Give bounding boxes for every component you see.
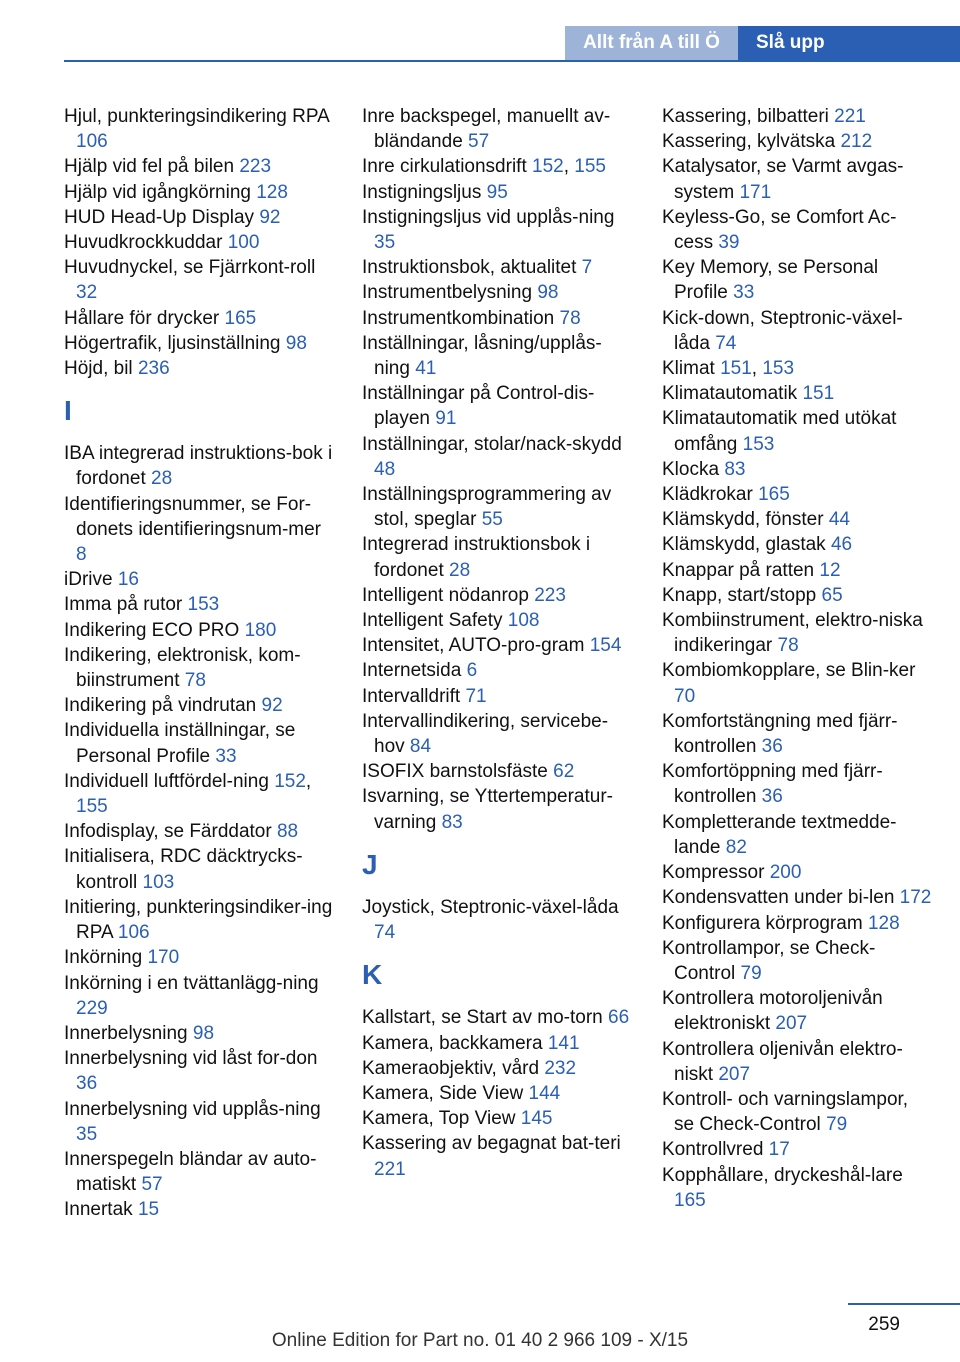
index-entry: [64, 643, 336, 693]
index-term: Hjälp vid fel på bilen: [64, 156, 235, 178]
index-term: Klädkrokar: [662, 484, 753, 506]
index-entry: [64, 331, 336, 356]
index-term: HUD Head-Up Display: [64, 206, 255, 228]
index-entry: [64, 945, 336, 970]
index-entry: [64, 1147, 336, 1197]
index-entry: [64, 1021, 336, 1046]
index-entry: [662, 457, 932, 482]
page-link[interactable]: 78: [184, 670, 206, 692]
index-entry: [662, 306, 932, 356]
index-term: Instrumentkombination: [362, 307, 555, 329]
index-term: Huvudnyckel, se Fjärrkont-roll: [64, 257, 316, 279]
index-term: Kassering av begagnat bat-teri: [362, 1133, 621, 1155]
index-term: Knappar på ratten: [662, 559, 815, 581]
index-term: Kameraobjektiv, vård: [362, 1057, 540, 1079]
page-link[interactable]: 153: [762, 358, 795, 380]
index-term: Indikering, elektronisk, kom-biinstrument: [64, 644, 301, 692]
page-link[interactable]: 207: [775, 1013, 808, 1035]
index-entry: [362, 633, 634, 658]
page-link[interactable]: 46: [830, 534, 853, 556]
index-entry: [64, 592, 336, 617]
index-entry: [662, 406, 932, 456]
index-entry: [662, 911, 932, 936]
page-link[interactable]: 36: [761, 786, 783, 808]
index-term: Individuella inställningar, se Personal Profile: [64, 720, 296, 767]
index-term: Knapp, start/stopp: [662, 584, 817, 606]
index-term: Individuell luftfördel-ning: [64, 770, 269, 792]
page-link[interactable]: 100: [227, 232, 260, 254]
page-link[interactable]: 91: [435, 408, 457, 430]
index-term: Kamera, Top View: [362, 1108, 516, 1130]
index-letter-heading: K: [362, 959, 383, 991]
index-term: Innertak: [64, 1199, 133, 1221]
page-link[interactable]: 36: [761, 736, 783, 758]
index-term: Kompressor: [662, 862, 765, 884]
page-link[interactable]: 8: [76, 544, 87, 566]
page-link[interactable]: 88: [276, 821, 299, 843]
index-entry: [64, 718, 336, 768]
index-term: Innerbelysning vid upplås-ning: [64, 1098, 321, 1120]
page-link[interactable]: 7: [581, 257, 593, 279]
page-link[interactable]: 108: [507, 610, 540, 632]
page-link[interactable]: 6: [466, 660, 478, 682]
index-entry: [362, 684, 634, 709]
index-entry: [362, 1106, 634, 1131]
index-term: Klimat: [662, 358, 715, 380]
index-entry: [662, 154, 932, 204]
page-link[interactable]: 57: [141, 1174, 163, 1196]
page-link[interactable]: 152: [274, 770, 306, 792]
index-entry: [662, 255, 932, 305]
edition-footer: Online Edition for Part no. 01 40 2 966 109 - X/15: [271, 1330, 689, 1351]
index-entry: [662, 129, 932, 154]
page-link[interactable]: 165: [674, 1189, 706, 1211]
index-term: Kassering, kylvätska: [662, 131, 836, 153]
page-link[interactable]: 78: [559, 307, 581, 329]
page-link[interactable]: 82: [725, 836, 747, 858]
index-entry: [662, 860, 932, 885]
index-term: Kamera, backkamera: [362, 1032, 543, 1054]
index-entry: [662, 1087, 932, 1137]
index-term: Kontrollera motoroljenivån elektroniskt: [662, 988, 883, 1035]
page-link[interactable]: 141: [547, 1032, 580, 1054]
page-link[interactable]: 74: [715, 332, 737, 354]
index-term: Innerbelysning: [64, 1022, 188, 1044]
page-link[interactable]: 98: [537, 282, 559, 304]
index-entry: [662, 507, 932, 532]
page-link[interactable]: 172: [899, 887, 932, 909]
index-term: Hjul, punkteringsindikering RPA: [64, 106, 329, 127]
index-term: Inkörning i en tvättanlägg-ning: [64, 972, 319, 994]
page-link[interactable]: 17: [768, 1139, 790, 1161]
tab-a-to-o[interactable]: Allt från A till Ö: [565, 26, 738, 60]
index-entry: [362, 1131, 634, 1181]
index-entry: [662, 1137, 932, 1162]
page-link[interactable]: 223: [239, 156, 272, 178]
page-link[interactable]: 74: [374, 922, 396, 944]
page-number: 259: [868, 1314, 900, 1335]
index-entry: [662, 709, 932, 759]
page-link[interactable]: 229: [76, 997, 108, 1019]
index-term: Kassering, bilbatteri: [662, 106, 829, 127]
page-link[interactable]: 44: [828, 509, 850, 531]
page-link[interactable]: 212: [840, 131, 873, 153]
page-link[interactable]: 236: [137, 358, 170, 380]
page-link[interactable]: 66: [608, 1007, 630, 1029]
index-entry: [662, 104, 932, 129]
index-entry: [362, 331, 634, 381]
page-link[interactable]: 232: [544, 1057, 577, 1079]
index-column-1: [64, 104, 336, 1223]
page-link[interactable]: 106: [117, 922, 150, 944]
index-entry: [362, 1056, 634, 1081]
header-divider: [64, 60, 960, 62]
index-entry: [64, 693, 336, 718]
index-term: Hållare för drycker: [64, 307, 220, 329]
index-entry: [64, 104, 336, 154]
page-link[interactable]: 221: [374, 1158, 406, 1180]
index-term: Keyless-Go, se Comfort Ac-cess: [662, 206, 897, 254]
index-entry: [362, 1081, 634, 1106]
page-link[interactable]: 84: [409, 736, 432, 758]
index-column-3: [662, 104, 932, 1213]
index-term: Instigningsljus: [362, 181, 482, 203]
index-entry: [662, 482, 932, 507]
page-link[interactable]: 83: [441, 811, 463, 833]
index-term: Indikering på vindrutan: [64, 695, 257, 717]
index-entry: [362, 608, 634, 633]
page-link[interactable]: 152: [532, 156, 564, 178]
index-entry: [662, 205, 932, 255]
index-entry: [362, 784, 634, 834]
page-link[interactable]: 70: [674, 685, 696, 707]
index-entry: [362, 432, 634, 482]
index-entry: [362, 759, 634, 784]
index-entry: [64, 492, 336, 568]
page-link[interactable]: 15: [137, 1199, 160, 1221]
index-term: Instruktionsbok, aktualitet: [362, 257, 577, 279]
index-term: Konfigurera körprogram: [662, 912, 863, 934]
index-entry: [662, 936, 932, 986]
index-entry: [64, 180, 336, 205]
index-term: Infodisplay, se Färddator: [64, 821, 272, 843]
index-term: Hjälp vid igångkörning: [64, 181, 251, 203]
page-link[interactable]: 106: [76, 131, 108, 153]
index-term: Internetsida: [362, 660, 462, 682]
index-term: Inställningsprogrammering av stol, speglar: [362, 484, 612, 531]
index-entry: [362, 180, 634, 205]
index-term: Imma på rutor: [64, 594, 183, 616]
index-term: Klimatautomatik med utökat omfång: [662, 408, 897, 455]
index-entry: [362, 255, 634, 280]
index-term: Kick-down, Steptronic-växel-låda: [662, 307, 903, 354]
page-link[interactable]: 128: [256, 181, 288, 203]
index-term: Kontrollera oljenivån elektro-niskt: [662, 1038, 903, 1085]
index-column-2: [362, 104, 634, 1182]
index-term: Klocka: [662, 458, 720, 480]
index-term: Identifieringsnummer, se For-donets identifieringsnum-mer: [64, 493, 322, 540]
index-term: Intensitet, AUTO-pro-gram: [362, 635, 585, 657]
index-entry: [64, 306, 336, 331]
index-entry: [362, 1005, 634, 1030]
page-link[interactable]: 33: [215, 745, 237, 767]
index-term: Huvudkrockkuddar: [64, 232, 223, 254]
index-term: Initialisera, RDC däcktrycks-kontroll: [64, 846, 303, 893]
index-entry: [64, 971, 336, 1021]
page-link[interactable]: 92: [259, 206, 281, 228]
page-link[interactable]: 154: [589, 635, 622, 657]
page-link[interactable]: 207: [718, 1063, 751, 1085]
page-link[interactable]: 83: [724, 458, 746, 480]
index-term: Innerspegeln bländar av auto-matiskt: [64, 1148, 317, 1196]
page-link[interactable]: 33: [733, 282, 755, 304]
index-term: Klämskydd, glastak: [662, 534, 826, 556]
index-term: Inre backspegel, manuellt av-bländande: [362, 106, 611, 153]
index-term: Instrumentbelysning: [362, 282, 533, 304]
index-term: iDrive: [64, 569, 113, 591]
index-term: Intervalldrift: [362, 685, 461, 707]
index-entry: [64, 618, 336, 643]
page-link[interactable]: 128: [867, 912, 900, 934]
page-link[interactable]: 65: [821, 584, 843, 606]
index-term: Kontroll- och varningslampor, se Check-Control: [662, 1088, 909, 1136]
index-entry: [362, 381, 634, 431]
page-link[interactable]: 153: [742, 433, 775, 455]
page-link[interactable]: 145: [520, 1108, 553, 1130]
index-term: ISOFIX barnstolsfäste: [362, 761, 548, 783]
index-entry: [662, 1037, 932, 1087]
page-link[interactable]: 151: [720, 358, 752, 380]
index-term: Initiering, punkteringsindiker-ing RPA: [64, 896, 333, 944]
index-term: Joystick, Steptronic-växel-låda: [362, 896, 619, 918]
page-link[interactable]: 180: [244, 619, 277, 641]
page-link[interactable]: 35: [374, 232, 396, 254]
index-term: Kondensvatten under bi-len: [662, 887, 895, 909]
page-link[interactable]: 55: [481, 509, 503, 531]
page-link[interactable]: 71: [465, 685, 487, 707]
index-term: Kombiinstrument, elektro-niska indikeringar: [662, 610, 923, 657]
index-entry: [64, 230, 336, 255]
page-link[interactable]: 57: [468, 131, 490, 153]
page-link[interactable]: 41: [415, 358, 437, 380]
page-link[interactable]: 36: [76, 1073, 98, 1095]
page-link[interactable]: 12: [819, 559, 841, 581]
index-entry: [662, 986, 932, 1036]
index-entry: [64, 1197, 336, 1222]
index-term: Indikering ECO PRO: [64, 619, 240, 641]
index-term: Kallstart, se Start av mo-torn: [362, 1007, 603, 1029]
index-entry: [662, 810, 932, 860]
index-term: Kombiomkopplare, se Blin-ker: [662, 660, 916, 682]
index-entry: [662, 583, 932, 608]
page-link[interactable]: 32: [76, 282, 98, 304]
index-letter-heading: I: [64, 395, 72, 427]
tab-look-up[interactable]: Slå upp: [738, 26, 960, 60]
page-link[interactable]: 170: [147, 947, 180, 969]
index-term: Innerbelysning vid låst for-don: [64, 1048, 318, 1070]
index-entry: [362, 482, 634, 532]
index-term: Komfortstängning med fjärr-kontrollen: [662, 710, 898, 758]
index-term: Inre cirkulationsdrift: [362, 156, 527, 178]
index-entry: [64, 1046, 336, 1096]
index-entry: [362, 280, 634, 305]
index-entry: [64, 441, 336, 491]
page-link[interactable]: 78: [777, 635, 799, 657]
index-term: Kontrollvred: [662, 1139, 764, 1161]
index-entry: [362, 532, 634, 582]
index-term: Intelligent nödanrop: [362, 584, 529, 606]
index-entry: [64, 154, 336, 179]
index-entry: [362, 205, 634, 255]
index-term: Klimatautomatik: [662, 383, 798, 405]
page-link[interactable]: 155: [76, 796, 108, 818]
index-entry: [362, 104, 634, 154]
index-entry: Klimat 151, 153: [662, 358, 795, 380]
index-term: Komfortöppning med fjärr-kontrollen: [662, 761, 883, 808]
page-link[interactable]: 223: [534, 584, 566, 606]
page-link[interactable]: 16: [117, 569, 139, 591]
index-term: Inkörning: [64, 947, 143, 969]
index-term: Klämskydd, fönster: [662, 509, 824, 531]
page-link[interactable]: 221: [834, 106, 866, 127]
page-link[interactable]: 79: [740, 962, 762, 984]
page-link[interactable]: 95: [486, 181, 508, 203]
index-entry: [64, 205, 336, 230]
page-link[interactable]: 153: [187, 594, 220, 616]
index-term: Katalysator, se Varmt avgas-system: [662, 156, 904, 203]
index-entry: [64, 819, 336, 844]
index-entry: [362, 306, 634, 331]
index-term: Intervallindikering, servicebe-hov: [362, 710, 609, 758]
page-link[interactable]: 92: [261, 695, 283, 717]
index-term: Integrerad instruktionsbok i fordonet: [362, 534, 591, 581]
page-link[interactable]: 48: [374, 458, 396, 480]
index-entry: [662, 885, 932, 910]
index-entry: [64, 356, 336, 381]
index-entry: [662, 381, 932, 406]
page-header: [0, 0, 960, 62]
index-term: Kamera, Side View: [362, 1082, 524, 1104]
index-entry: [64, 255, 336, 305]
index-entry: [64, 844, 336, 894]
page-link[interactable]: 28: [449, 559, 471, 581]
index-entry: [662, 532, 932, 557]
page-link[interactable]: 200: [769, 862, 802, 884]
page-link[interactable]: 35: [76, 1123, 98, 1145]
index-term: Inställningar, låsning/upplås-ning: [362, 332, 602, 380]
index-term: Inställningar på Control-dis-playen: [362, 383, 595, 430]
index-entry: [662, 558, 932, 583]
page-link[interactable]: 98: [192, 1022, 215, 1044]
index-term: Höjd, bil: [64, 358, 133, 380]
index-entry: [64, 567, 336, 592]
index-term: Högertrafik, ljusinställning: [64, 332, 281, 354]
index-term: Isvarning, se Yttertemperatur-varning: [362, 786, 613, 833]
index-term: Intelligent Safety: [362, 610, 503, 632]
page-link[interactable]: 165: [758, 484, 790, 506]
index-entry: [362, 658, 634, 683]
index-entry: [662, 759, 932, 809]
index-term: IBA integrerad instruktions-bok i fordonet: [64, 443, 333, 490]
index-term: Inställningar, stolar/nack-skydd: [362, 433, 622, 455]
page-link[interactable]: 79: [826, 1114, 848, 1136]
index-entry: [362, 583, 634, 608]
page-link[interactable]: 171: [739, 181, 772, 203]
index-entry: [362, 709, 634, 759]
index-entry: [64, 1097, 336, 1147]
page-link[interactable]: 144: [528, 1082, 561, 1104]
index-entry: [362, 1031, 634, 1056]
page-link[interactable]: 28: [151, 468, 173, 490]
page-link[interactable]: 165: [224, 307, 257, 329]
index-letter-heading: J: [362, 848, 378, 880]
index-entry: Inre cirkulationsdrift 152, 155: [362, 156, 606, 178]
index-entry: [362, 895, 634, 945]
index-term: Instigningsljus vid upplås-ning: [362, 206, 615, 228]
index-term: Kopphållare, dryckeshål-lare: [662, 1164, 903, 1186]
page-link[interactable]: 155: [574, 156, 606, 178]
index-entry: Individuell luftfördel-ning 152, 155: [64, 770, 312, 818]
page-link[interactable]: 103: [142, 871, 175, 893]
index-term: Kompletterande textmedde-lande: [662, 811, 897, 858]
footer-divider: [848, 1303, 960, 1305]
page-link[interactable]: 39: [718, 232, 740, 254]
index-term: Key Memory, se Personal Profile: [662, 257, 879, 304]
index-entry: [662, 658, 932, 708]
page-link[interactable]: 151: [802, 383, 835, 405]
index-term: Kontrollampor, se Check-Control: [662, 937, 876, 984]
index-entry: [662, 608, 932, 658]
index-entry: [64, 895, 336, 945]
page-link[interactable]: 62: [553, 761, 575, 783]
page-link[interactable]: 98: [285, 332, 307, 354]
index-entry: [662, 1163, 932, 1213]
